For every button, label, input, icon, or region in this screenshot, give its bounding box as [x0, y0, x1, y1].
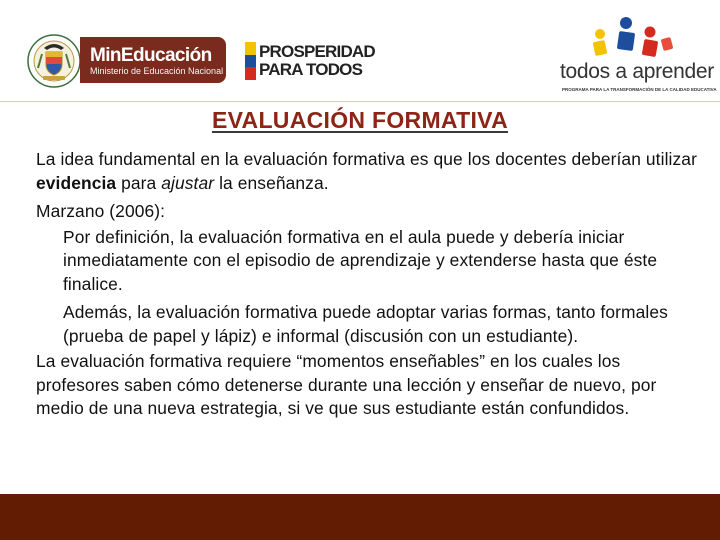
todos-a-aprender-logo	[560, 14, 717, 102]
children-figures-icon	[582, 14, 682, 60]
paragraph-main-idea	[36, 148, 706, 195]
paragraph-main-idea-text-a: La idea fundamental en la evaluación formativa es que los docentes deberían utilizar	[36, 149, 697, 169]
footer-bar	[0, 494, 720, 540]
paragraph-quote-definition: Por definición, la evaluación formativa en el aula puede y debería iniciar inmediatamente con el episodio de aprendizaje y extenderse hasta que éste finalice.	[63, 226, 658, 294]
emphasis-evidencia: evidencia	[36, 172, 117, 193]
colombia-coat-of-arms-icon	[27, 34, 81, 88]
header-logos	[0, 0, 720, 104]
mineducacion-logo	[80, 37, 226, 83]
mineducacion-name: MinEducación	[90, 45, 212, 66]
slide-body	[36, 148, 706, 426]
prosperidad-line2: PARA TODOS	[259, 60, 363, 79]
mineducacion-subtitle: Ministerio de Educación Nacional	[90, 66, 224, 76]
prosperidad-para-todos-logo	[245, 42, 375, 82]
paragraph-teachable-moments: La evaluación formativa requiere “momentos enseñables” en los cuales los profesores saben cómo detenerse durante una lección y enseñar de nuevo, por medio de una nueva estrategia, si ve que sus estudiante están confundidos.	[36, 351, 657, 418]
paragraph-main-idea-text-e: la enseñanza.	[214, 172, 329, 193]
flag-bar-icon	[245, 42, 256, 80]
slide-title: EVALUACIÓN FORMATIVA	[211, 107, 509, 133]
prosperidad-line1: PROSPERIDAD	[259, 42, 375, 61]
header-divider	[0, 101, 720, 102]
emphasis-ajustar: ajustar	[161, 172, 215, 193]
todos-a-aprender-text: todos a aprender	[560, 60, 714, 83]
paragraph-quote-forms: Además, la evaluación formativa puede adoptar varias formas, tanto formales (prueba de papel y lápiz) e informal (discusión con un estudiante).	[63, 302, 668, 346]
todos-a-aprender-tagline: PROGRAMA PARA LA TRANSFORMACIÓN DE LA CALIDAD EDUCATIVA	[562, 87, 717, 92]
paragraph-citation: Marzano (2006):	[36, 201, 166, 221]
paragraph-main-idea-text-c: para	[116, 172, 162, 193]
